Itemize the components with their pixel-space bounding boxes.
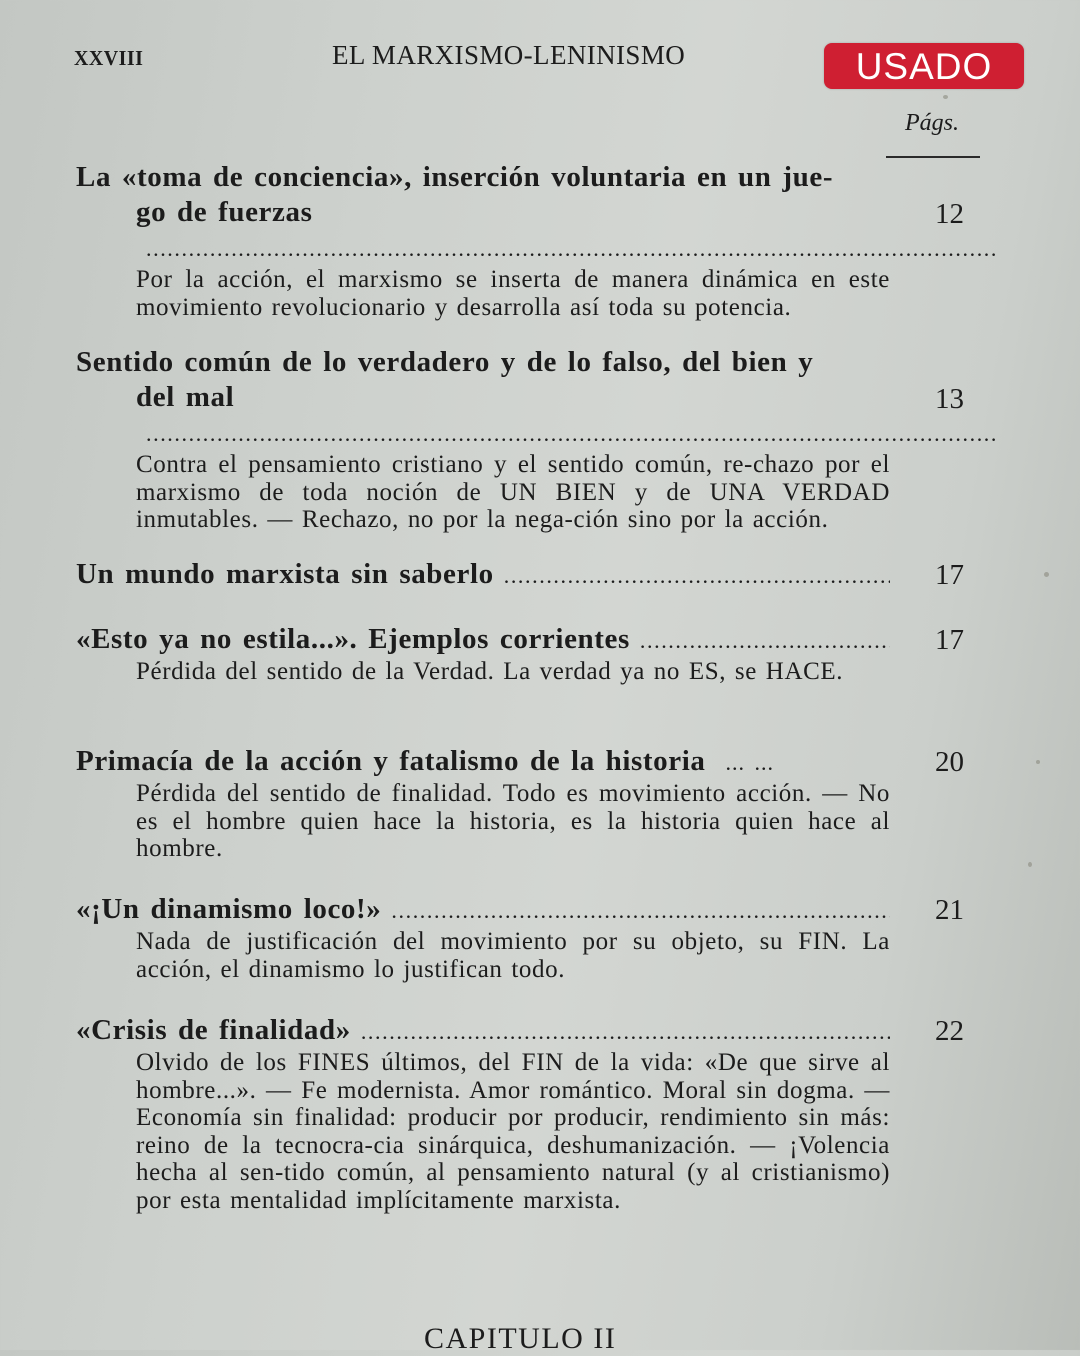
entry-page: 17 [935, 559, 964, 591]
entry-title [76, 160, 890, 266]
entry-summary: Nada de justificación del movimiento por su objeto, su FIN. La acción, el dinamismo lo justifican todo. [136, 928, 890, 983]
entry-summary: Por la acción, el marxismo se inserta de manera dinámica en este movimiento revolucionario y desarrolla así toda su potencia. [136, 266, 890, 321]
entry-title [76, 557, 890, 593]
toc-entry [76, 622, 976, 686]
toc-entry [76, 557, 976, 593]
pages-rule [886, 156, 980, 158]
entry-title-text: «Crisis de finalidad» [76, 1014, 351, 1046]
entry-title-line1: Sentido común de lo verdadero y de lo falso, del bien y [76, 346, 814, 378]
entry-page: 13 [935, 383, 964, 415]
entry-title [76, 892, 890, 928]
dot-leader [504, 558, 890, 593]
entry-title [76, 622, 890, 658]
used-badge: USADO [824, 43, 1024, 89]
entry-title-line2: del mal [136, 381, 235, 413]
entry-page: 17 [935, 624, 964, 656]
entry-title-text: Un mundo marxista sin saberlo [76, 558, 494, 590]
entry-title-line1: La «toma de conciencia», inserción voluntaria en un jue- [76, 161, 834, 193]
entry-title-text: «¡Un dinamismo loco!» [76, 893, 382, 925]
entry-page: 22 [935, 1015, 964, 1047]
entry-title [76, 345, 890, 451]
entry-page: 20 [935, 746, 964, 778]
page-number: XXVIII [74, 46, 144, 70]
entry-summary: Olvido de los FINES últimos, del FIN de la vida: «De que sirve al hombre...». — Fe modernista. Amor romántico. Moral sin dogma. — Economía sin finalidad: producir por producir, rendimiento sin más: reino de la tecnocra-cia sinárquica, deshumanización. — ¡Volencia hecha al sen-tido común, al pensamiento natural (y al cristianismo) por esta mentalidad implícitamente marxista. [136, 1049, 890, 1214]
entry-title-line2: go de fuerzas [136, 196, 313, 228]
toc-entry [76, 892, 976, 983]
paper-speck [1044, 572, 1049, 577]
entry-title [76, 1013, 890, 1049]
ellipsis-leader: ... ... [725, 750, 775, 775]
toc-entry [76, 744, 976, 863]
paper-speck [943, 95, 948, 99]
toc-entry [76, 345, 976, 534]
entry-title-text: Primacía de la acción y fatalismo de la historia [76, 745, 706, 777]
paper-speck [1036, 760, 1040, 764]
chapter-heading: CAPITULO II [424, 1322, 617, 1355]
entry-summary: Contra el pensamiento cristiano y el sentido común, re-chazo por el marxismo de toda noción de UN BIEN y de UNA VERDAD inmutables. — Rechazo, no por la nega-ción sino por la acción. [136, 451, 890, 533]
entry-page: 12 [935, 198, 964, 230]
toc-entry [76, 160, 976, 321]
dot-leader [146, 236, 998, 261]
pages-label: Págs. [905, 110, 959, 136]
entry-title-text: «Esto ya no estila...». Ejemplos corrientes [76, 623, 630, 655]
dot-leader [146, 421, 998, 446]
entry-summary: Pérdida del sentido de la Verdad. La verdad ya no ES, se HACE. [136, 658, 844, 685]
dot-leader [361, 1014, 890, 1049]
entry-summary: Pérdida del sentido de finalidad. Todo es movimiento acción. — No es el hombre quien hace la historia, es la historia quien hace al hombre. [136, 780, 890, 862]
dot-leader [640, 623, 890, 658]
toc-entry [76, 1013, 976, 1214]
running-title: EL MARXISMO-LENINISMO [332, 40, 686, 70]
dot-leader [391, 893, 890, 928]
entry-page: 21 [935, 894, 964, 926]
entry-title [76, 744, 890, 780]
paper-speck [1028, 862, 1032, 867]
